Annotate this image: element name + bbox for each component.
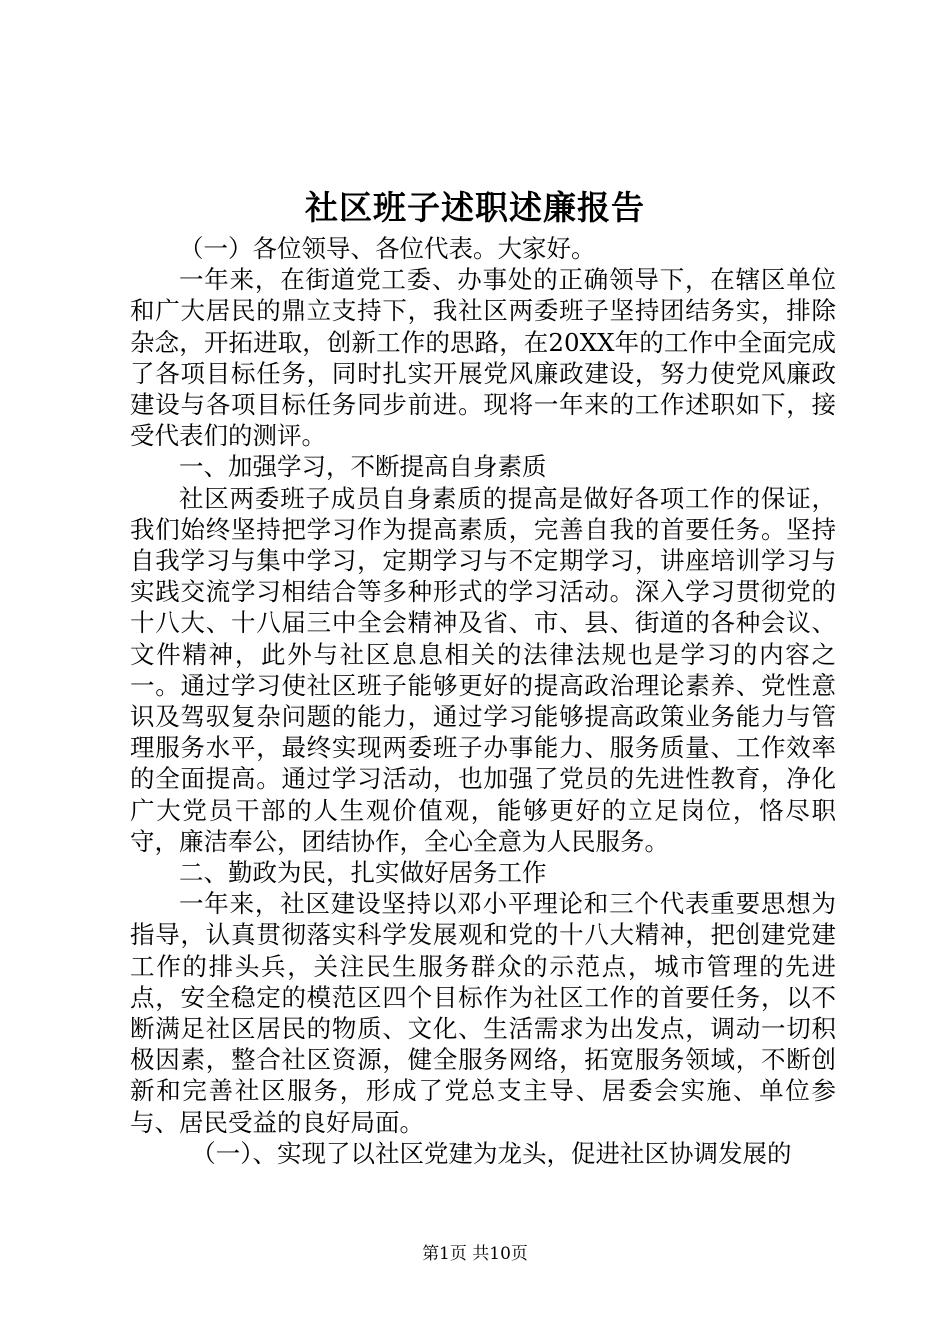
section-heading-1: 一、加强学习，不断提高自身素质 (179, 452, 547, 482)
subsection-heading-1: （一）、实现了以社区党建为龙头，促进社区协调发展的 (191, 1138, 792, 1168)
document-body (130, 233, 836, 1169)
paragraph-service: 一年来，社区建设坚持以邓小平理论和三个代表重要思想为指导，认真贯彻落实科学发展观和党的十八大精神，把创建党建工作的排头兵，关注民生服务群众的示范点，城市管理的先进点，安全稳定的模范区四个目标作为社区工作的首要任务，以不断满足社区居民的物质、文化、生活需求为出发点，调动一切积极因素，整合社区资源，健全服务网络，拓宽服务领域，不断创新和完善社区服务，形成了党总支主导、居委会实施、单位参与、居民受益的良好局面。 (130, 889, 836, 1137)
page-number-footer: 第1页 共10页 (422, 1244, 528, 1264)
document-title: 社区班子述职述廉报告 (305, 188, 645, 227)
paragraph-greeting: （一）各位领导、各位代表。大家好。 (179, 234, 596, 263)
paragraph-intro: 一年来，在街道党工委、办事处的正确领导下，在辖区单位和广大居民的鼎立支持下，我社区两委班子坚持团结务实，排除杂念，开拓进取，创新工作的思路，在20XX年的工作中全面完成了各项目标任务，同时扎实开展党风廉政建设，努力使党风廉政建设与各项目标任务同步前进。现将一年来的工作述职如下，接受代表们的测评。 (130, 265, 836, 451)
paragraph-study: 社区两委班子成员自身素质的提高是做好各项工作的保证，我们始终坚持把学习作为提高素质，完善自我的首要任务。坚持自我学习与集中学习，定期学习与不定期学习，讲座培训学习与实践交流学习相结合等多种形式的学习活动。深入学习贯彻党的十八大、十八届三中全会精神及省、市、县、街道的各种会议、文件精神，此外与社区息息相关的法律法规也是学习的内容之一。通过学习使社区班子能够更好的提高政治理论素养、党性意识及驾驭复杂问题的能力，通过学习能够提高政策业务能力与管理服务水平，最终实现两委班子办事能力、服务质量、工作效率的全面提高。通过学习活动，也加强了党员的先进性教育，净化广大党员干部的人生观价值观，能够更好的立足岗位，恪尽职守，廉洁奉公，团结协作，全心全意为人民服务。 (130, 483, 836, 856)
section-heading-2: 二、勤政为民，扎实做好居务工作 (179, 858, 547, 888)
